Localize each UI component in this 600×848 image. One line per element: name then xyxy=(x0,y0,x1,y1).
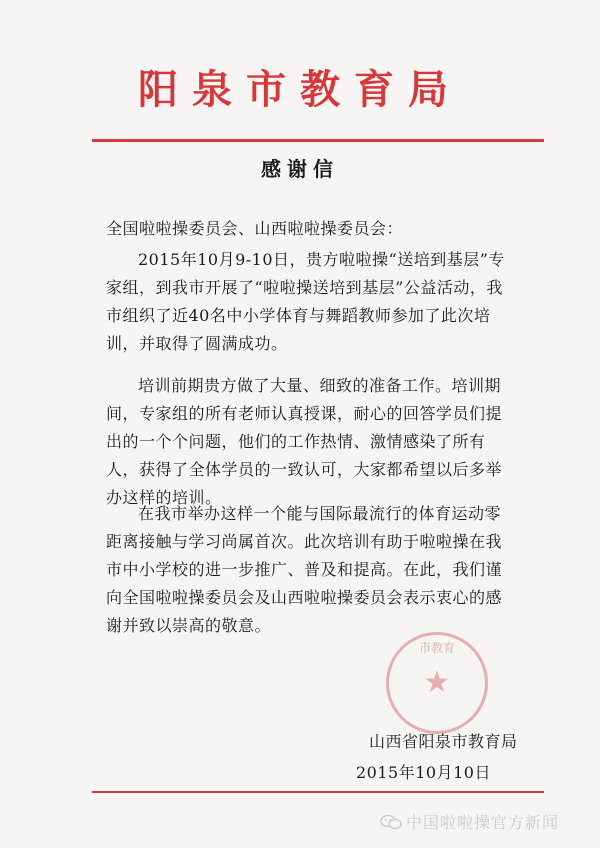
signature-date: 2015年10月10日 xyxy=(356,763,491,782)
letterhead-title: 阳泉市教育局 xyxy=(138,66,462,113)
seal-star-icon: ★ xyxy=(423,665,451,700)
paragraph: 在我市举办这样一个能与国际最流行的体育运动零距离接触与学习尚属首次。此次培训有助于啦啦操在我市中小学校的进一步推广、普及和提高。在此，我们谨向全国啦啦操委员会及山西啦啦操委员会表示衷心的感谢并致以崇高的敬意。 xyxy=(106,504,503,635)
footer-rule xyxy=(92,791,544,793)
letterhead-rule xyxy=(92,139,544,142)
watermark-text: 中国啦啦操官方新闻 xyxy=(406,813,560,832)
paragraph: 2015年10月9-10日，贵方啦啦操“送培到基层”专家组，到我市开展了“啦啦操送培到基层”公益活动，我市组织了近40名中小学体育与舞蹈教师参加了此次培训，并取得了圆满成功。 xyxy=(106,250,505,353)
paragraph: 培训前期贵方做了大量、细致的准备工作。培训期间，专家组的所有老师认真授课，耐心的回答学员们提出的一个个问题，他们的工作热情、激情感染了所有人，获得了全体学员的一致认可，大家都希望以后多举办这样的培训。 xyxy=(106,376,503,507)
letter-title: 感谢信 xyxy=(261,157,339,181)
official-seal xyxy=(386,632,488,734)
seal-text: 市教育 xyxy=(418,641,455,655)
signature-org: 山西省阳泉市教育局 xyxy=(369,732,518,751)
salutation: 全国啦啦操委员会、山西啦啦操委员会： xyxy=(106,219,404,238)
